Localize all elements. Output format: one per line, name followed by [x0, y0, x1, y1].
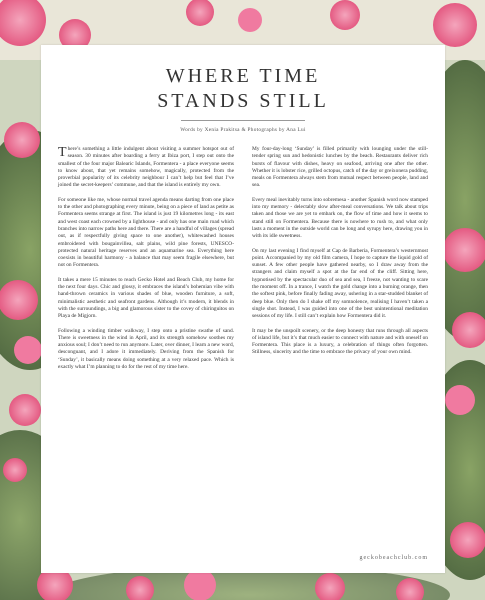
paragraph: On my last evening I find myself at Cap de Barberia, Formentera’s westernmost point. Accompanied by my old film camera, I hope to capture the liquid gold of sunset. A few other people have gathered nearby, so I draw away from the strangers and claim myself a spot at the far end of the cliff. Sitting here, hypnotised by the spectacular duo of sea and sea, I freeze, not wanting to scare the moment off. In a trance, I watch the gold change into a burning orange, then the softest pink, before finally fading away, ushering in a star-studded blanket of deep blue. Only then do I shake off my somnolence, realising I haven’t taken a single shot. Instead, I was guided into one of the best unintentional meditation sessions of my life. I still can’t explain how Formentera did it. [252, 247, 428, 320]
title-divider [181, 120, 305, 121]
paragraph: Every meal inevitably turns into sobremesa - another Spanish word now stamped into my memory - delectably slow after-meal conversations. We talk about trips taken and those we are yet to embark on, the flow of time and how it seems to stand still on Formentera. Because there is nowhere to rush to, and what only lasts a moment in the outside world can be long and syrupy here, drawing you in with its idle sweetness. [252, 196, 428, 240]
paragraph: It takes a mere 15 minutes to reach Gecko Hotel and Beach Club, my home for the next four days. Chic and glossy, it embraces the island’s bohemian vibe with hand-thrown ceramics in various shades of blue, wooden furniture, a soft, minimalistic aesthetic and seafront gardens. Although it’s modern, it blends in with the surroundings, a big and glamorous sister to the covey of chiringuitos on Playa de Migjorn. [58, 276, 234, 320]
paragraph: It may be the unspoilt scenery, or the deep honesty that runs through all aspects of island life, but it’s that much easier to connect with nature and with oneself on Formentera. This place is a luxury, a celebration of things often forgotten. Stillness, sincerity and the time to embrace the privacy of your own mind. [252, 327, 428, 356]
byline: Words by Xenia Prakitsa & Photographs by Ana Lui [180, 127, 306, 133]
drop-cap: T [58, 145, 67, 160]
article-title [41, 64, 445, 114]
website-link[interactable]: geckobeachclub.com [359, 555, 428, 561]
paragraph: For someone like me, whose normal travel agenda means darting from one place to the other and photographing every minute, being on a piece of land as petite as Formentera seems strange at first. The island is just 19 kilometres long - its east and west coast each crowned by a lighthouse - and only has one main road which branches into narrow paths here and there. There are a handful of villages (spread out, as if respectfully giving space to one another), whitewashed houses embroidered with bougainvillea, salt plains, wild pine forests, UNESCO-protected natural heritage reserves and an aquamarine sea. Everything here coexists in beautiful harmony - a balance that may seem fragile elsewhere, but not on Formentera. [58, 196, 234, 269]
article-card [41, 45, 445, 573]
column-left [58, 146, 234, 551]
article-columns [58, 146, 428, 551]
paragraph: Following a winding timber walkway, I step onto a pristine swathe of sand. There is sweetness in the wind in April, and its strength somehow soothes my anxious soul; I don’t need to run anymore. Later, over dinner, I learn a new word, desconguant, and I adore it immediately. Deriving from the Spanish for ‘Sunday’, it basically means doing something at a very relaxed pace. Which is exactly what I’m planning to do for the rest of my time here. [58, 327, 234, 371]
paragraph-text: here’s something a little indulgent about visiting a summer hotspot out of season. 30 minutes after boarding a ferry at Ibiza port, I step out onto the smallest of the four major Balearic Islands, Formentera - a place everyone seems to know about, that yet remains somehow, magically, protected from the proverbial popularity of its celebrity neighbour I can’t help but feel that I’ve joined the secret-keepers’ commune, and that the island is entirely my own. [58, 146, 234, 189]
title-line-1: WHERE TIME [165, 65, 321, 87]
title-line-2: STANDS STILL [157, 90, 329, 112]
paragraph [58, 146, 234, 190]
paragraph: My four-day-long ‘Sunday’ is filled primarily with lounging under the still-tender spring sun and hedonistic lunches by the beach. Restaurants deliver rich bursts of flavour with dishes, heavy on seafood, arriving one after the other. Whether it is lobster rice, grilled octopus, catch of the day or greixonera pudding, meals on Formentera always stem from mutual respect between people, land and sea. [252, 146, 428, 189]
column-right [252, 146, 428, 551]
